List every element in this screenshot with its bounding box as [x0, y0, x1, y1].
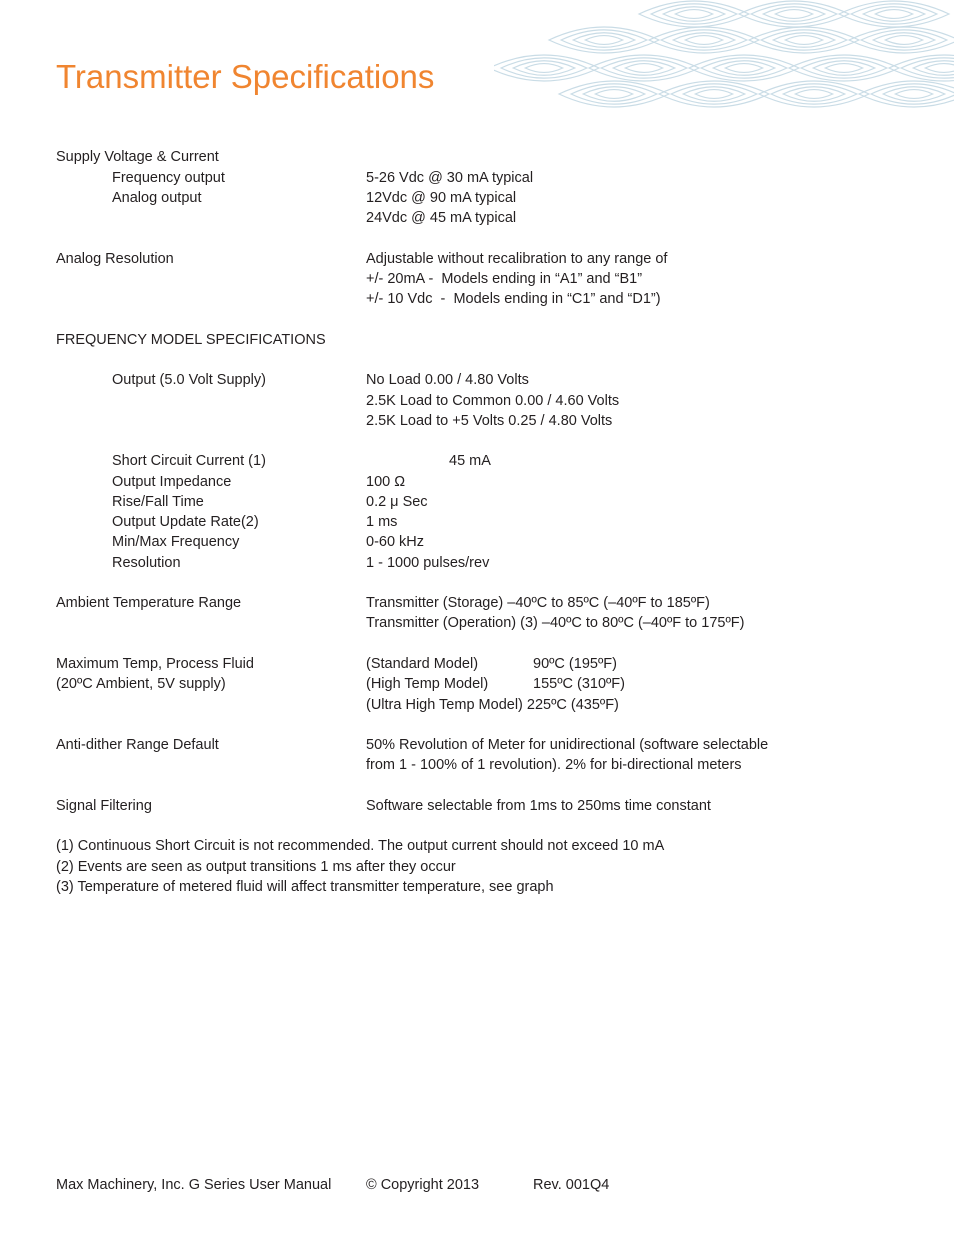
rise-fall-value: 0.2 μ Sec — [366, 494, 428, 510]
short-circuit-label: Short Circuit Current (1) — [112, 453, 266, 469]
ambient-temp-label: Ambient Temperature Range — [56, 595, 242, 611]
footnote-1: (1) Continuous Short Circuit is not recommended. The output current should not exceed 10 mA — [56, 838, 665, 854]
signal-filtering-label: Signal Filtering — [56, 798, 152, 814]
anti-dither-label: Anti-dither Range Default — [56, 737, 219, 753]
min-max-frequency-label: Min/Max Frequency — [112, 534, 240, 550]
high-temp-model-label: (High Temp Model) — [366, 676, 489, 692]
analog-resolution-line-3: +/- 10 Vdc - Models ending in “C1” and “D1”) — [366, 291, 661, 307]
analog-resolution-label: Analog Resolution — [56, 251, 174, 267]
wave-pattern-decoration — [494, 0, 954, 110]
ambient-temp-line-1: Transmitter (Storage) –40ºC to 85ºC (–40ºF to 185ºF) — [366, 595, 710, 611]
rise-fall-label: Rise/Fall Time — [112, 494, 204, 510]
anti-dither-line-1: 50% Revolution of Meter for unidirectional (software selectable — [366, 737, 769, 753]
footer-revision: Rev. 001Q4 — [533, 1177, 610, 1193]
high-temp-model-value: 155ºC (310ºF) — [533, 676, 625, 692]
standard-model-label: (Standard Model) — [366, 656, 479, 672]
analog-output-label: Analog output — [112, 190, 202, 206]
footnote-2: (2) Events are seen as output transitions 1 ms after they occur — [56, 859, 456, 875]
supply-heading: Supply Voltage & Current — [56, 149, 219, 165]
frequency-model-heading: FREQUENCY MODEL SPECIFICATIONS — [56, 332, 326, 348]
footer-copyright: © Copyright 2013 — [366, 1177, 480, 1193]
resolution-label: Resolution — [112, 555, 181, 571]
output-impedance-label: Output Impedance — [112, 474, 232, 490]
standard-model-value: 90ºC (195ºF) — [533, 656, 617, 672]
footer-manual-name: Max Machinery, Inc. G Series User Manual — [56, 1177, 332, 1193]
anti-dither-line-2: from 1 - 100% of 1 revolution). 2% for bi-directional meters — [366, 757, 742, 773]
footnote-3: (3) Temperature of metered fluid will affect transmitter temperature, see graph — [56, 879, 554, 895]
resolution-value: 1 - 1000 pulses/rev — [366, 555, 490, 571]
page-title: Transmitter Specifications — [56, 58, 435, 95]
analog-output-value-1: 12Vdc @ 90 mA typical — [366, 190, 517, 206]
analog-resolution-line-1: Adjustable without recalibration to any range of — [366, 251, 668, 267]
analog-output-value-2: 24Vdc @ 45 mA typical — [366, 210, 517, 226]
ambient-temp-line-2: Transmitter (Operation) (3) –40ºC to 80ºC (–40ºF to 175ºF) — [366, 615, 745, 631]
max-temp-label: Maximum Temp, Process Fluid — [56, 656, 254, 672]
short-circuit-value: 45 mA — [449, 453, 491, 469]
update-rate-label: Output Update Rate(2) — [112, 514, 259, 530]
output-impedance-value: 100 Ω — [366, 474, 406, 490]
output-line-1: No Load 0.00 / 4.80 Volts — [366, 372, 529, 388]
output-supply-label: Output (5.0 Volt Supply) — [112, 372, 266, 388]
frequency-output-value: 5-26 Vdc @ 30 mA typical — [366, 170, 534, 186]
analog-resolution-line-2: +/- 20mA - Models ending in “A1” and “B1” — [366, 271, 643, 287]
max-temp-sublabel: (20ºC Ambient, 5V supply) — [56, 676, 226, 692]
ultra-high-temp-model: (Ultra High Temp Model) 225ºC (435ºF) — [366, 697, 619, 713]
output-line-3: 2.5K Load to +5 Volts 0.25 / 4.80 Volts — [366, 413, 613, 429]
frequency-output-label: Frequency output — [112, 170, 225, 186]
update-rate-value: 1 ms — [366, 514, 398, 530]
signal-filtering-value: Software selectable from 1ms to 250ms time constant — [366, 798, 711, 814]
output-line-2: 2.5K Load to Common 0.00 / 4.60 Volts — [366, 393, 620, 409]
min-max-frequency-value: 0-60 kHz — [366, 534, 425, 550]
